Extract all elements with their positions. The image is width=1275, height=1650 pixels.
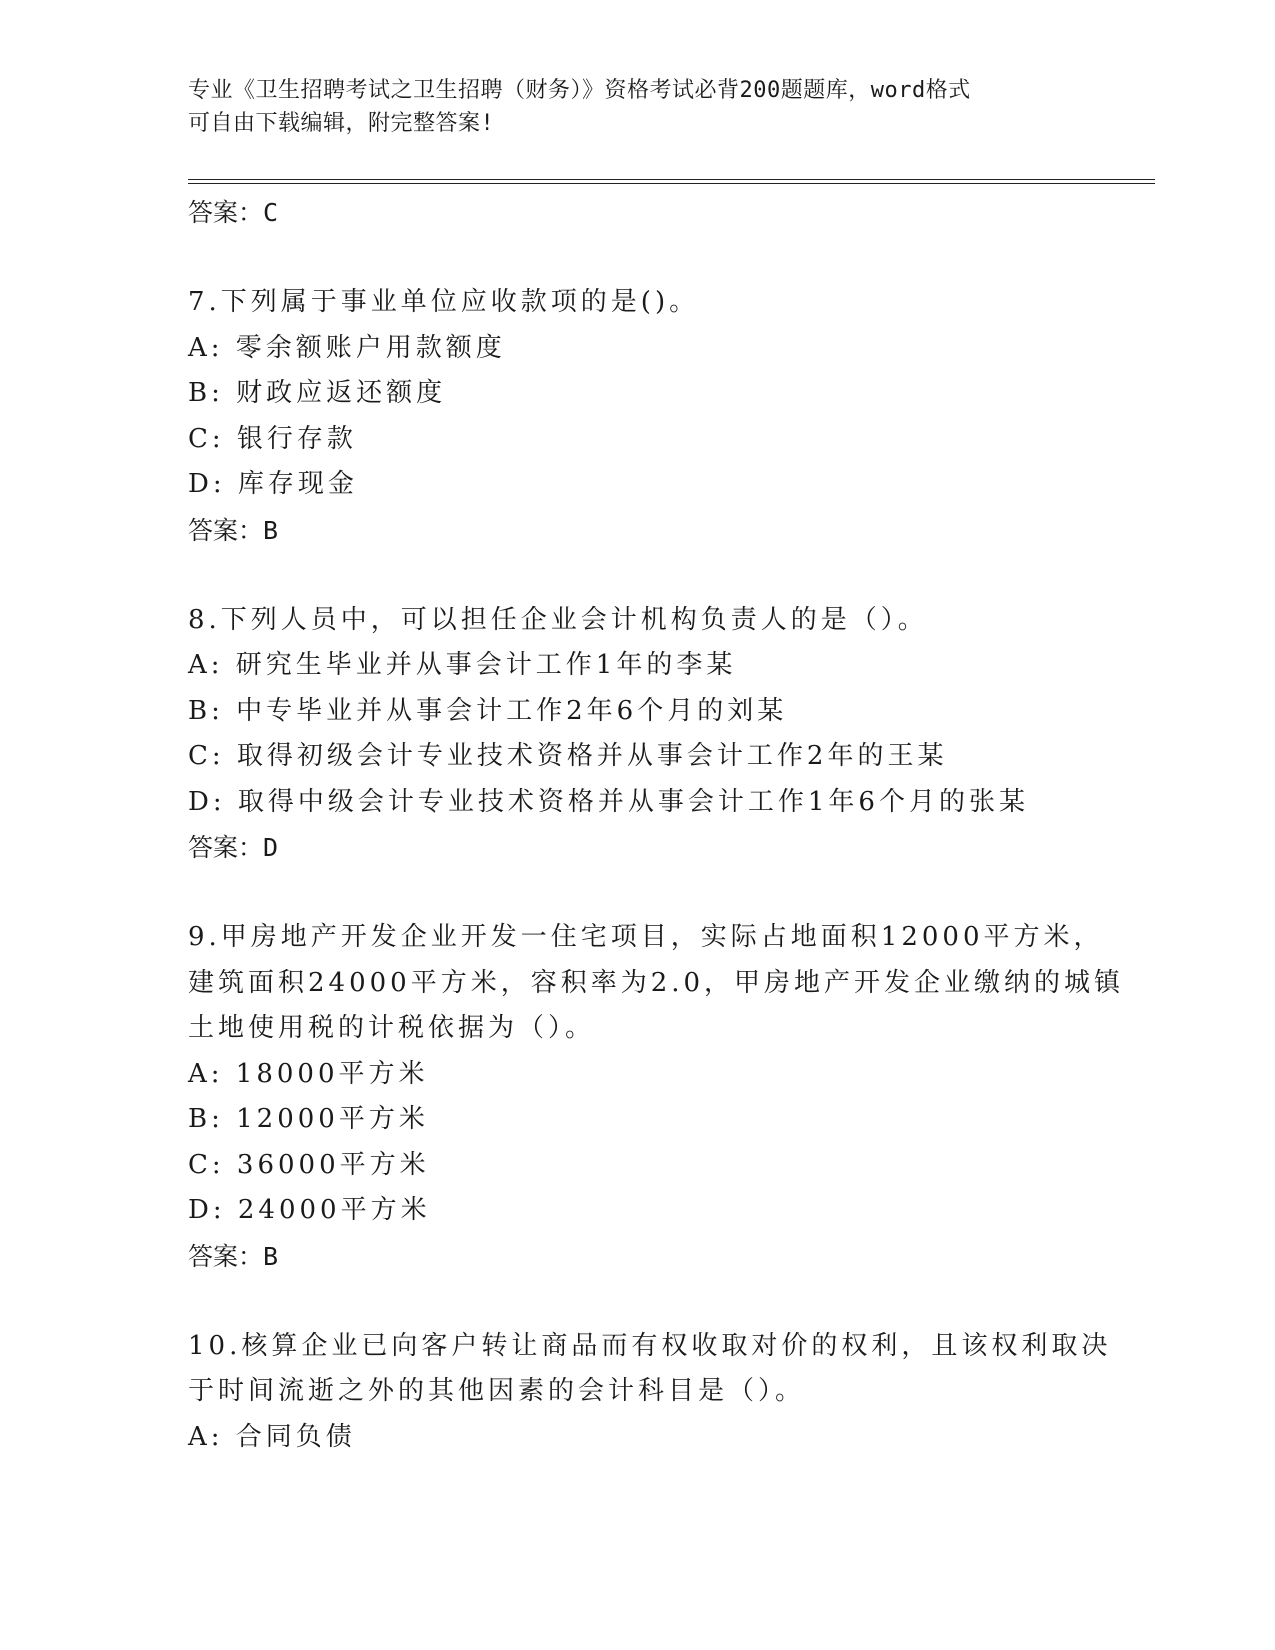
header-line-2: 可自由下载编辑，附完整答案! [188,111,495,136]
option-a: A: 合同负债 [188,1421,356,1452]
option-c: C: 36000平方米 [188,1149,430,1180]
answer-line: 答案：B [188,515,279,545]
document-header [188,74,1088,140]
option-d: D: 取得中级会计专业技术资格并从事会计工作1年6个月的张某 [188,786,1029,817]
option-b: B: 12000平方米 [188,1104,429,1134]
question-list [188,190,1125,1460]
option-d: D: 24000平方米 [188,1195,431,1225]
spacer [188,553,1088,598]
answer-line: 答案：D [188,833,279,862]
answer-line: 答案：C [188,198,279,227]
option-d: D: 库存现金 [188,469,358,499]
question-block [188,280,1088,553]
option-c: C: 银行存款 [188,423,357,454]
question-text-line-3: 土地使用税的计税依据为（）。 [188,1013,596,1043]
question-block [188,1324,1112,1461]
question-text-line-1: 9.甲房地产开发企业开发一住宅项目，实际占地面积12000平方米， [188,922,1104,952]
question-block [188,915,1125,1279]
header-divider-bottom [188,183,1155,184]
spacer [188,235,1088,280]
header-line-1: 专业《卫生招聘考试之卫生招聘（财务）》资格考试必背200题题库，word格式 [188,78,971,103]
question-text-line-2: 建筑面积24000平方米，容积率为2.0，甲房地产开发企业缴纳的城镇 [188,967,1125,998]
question-block [188,598,1088,871]
option-c: C: 取得初级会计专业技术资格并从事会计工作2年的王某 [188,741,948,771]
spacer [188,870,1088,915]
spacer [188,1279,1088,1324]
answer-line: 答案：B [188,1241,279,1271]
option-b: B: 财政应返还额度 [188,378,447,408]
question-text: 7.下列属于事业单位应收款项的是()。 [188,287,700,317]
question-text: 8.下列人员中，可以担任企业会计机构负责人的是（）。 [188,604,928,635]
question-text-line-1: 10.核算企业已向客户转让商品而有权收取对价的权利，且该权利取决 [188,1330,1112,1361]
option-a: A: 零余额账户用款额度 [188,332,506,363]
header-divider-top [188,179,1155,180]
option-a: A: 研究生毕业并从事会计工作1年的李某 [188,650,737,680]
question-text-line-2: 于时间流逝之外的其他因素的会计科目是（）。 [188,1376,806,1406]
option-b: B: 中专毕业并从事会计工作2年6个月的刘某 [188,695,788,726]
option-a: A: 18000平方米 [188,1058,429,1089]
